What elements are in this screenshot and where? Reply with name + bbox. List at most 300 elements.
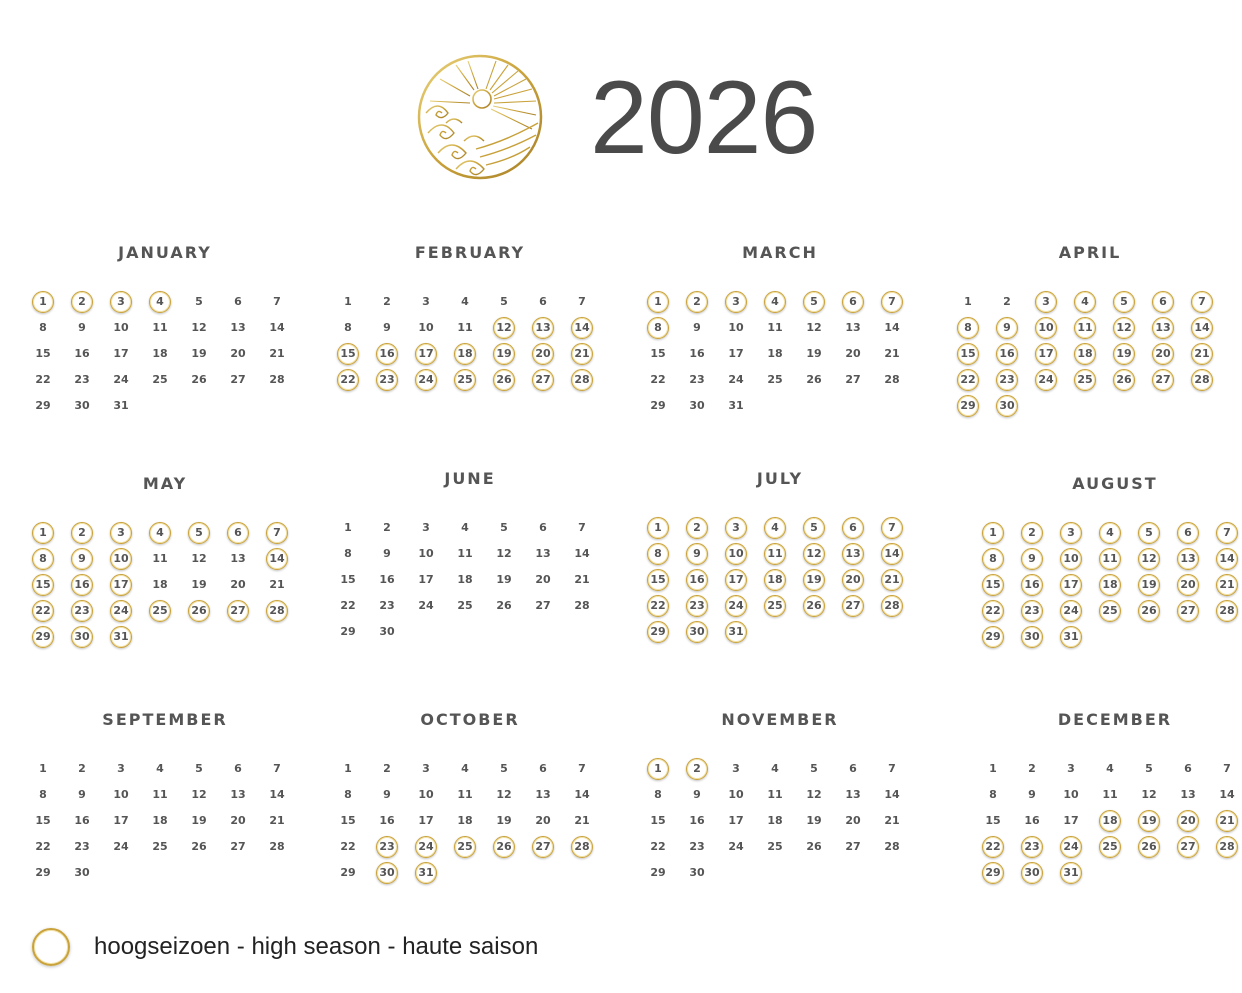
calendar-day: 27	[532, 836, 554, 858]
calendar-day: 16	[689, 347, 705, 360]
calendar-day: 2	[686, 758, 708, 780]
calendar-day: 24	[1035, 369, 1057, 391]
calendar-day: 2	[78, 762, 86, 775]
calendar-day: 8	[647, 317, 669, 339]
calendar-day: 13	[230, 552, 246, 565]
calendar-day: 21	[884, 814, 900, 827]
calendar-day: 22	[35, 373, 51, 386]
calendar-day: 14	[571, 317, 593, 339]
calendar-day: 10	[1060, 548, 1082, 570]
calendar-day: 17	[415, 343, 437, 365]
calendar-day: 24	[113, 373, 129, 386]
calendar-day: 1	[647, 291, 669, 313]
calendar-day: 16	[376, 343, 398, 365]
calendar-day: 1	[344, 521, 352, 534]
calendar-day: 14	[881, 543, 903, 565]
calendar-day: 16	[689, 814, 705, 827]
calendar-day: 7	[1191, 291, 1213, 313]
calendar-day: 26	[191, 840, 207, 853]
calendar-day: 29	[650, 399, 666, 412]
calendar-day: 27	[230, 373, 246, 386]
calendar-day: 17	[725, 569, 747, 591]
calendar-day: 29	[340, 866, 356, 879]
calendar-day: 5	[810, 762, 818, 775]
calendar-day: 1	[647, 517, 669, 539]
calendar-day: 15	[982, 574, 1004, 596]
calendar-day: 16	[74, 347, 90, 360]
calendar-day: 20	[1152, 343, 1174, 365]
calendar-day: 19	[1113, 343, 1135, 365]
calendar-day: 2	[71, 291, 93, 313]
calendar-day: 2	[383, 521, 391, 534]
calendar-day: 16	[379, 814, 395, 827]
calendar-day: 13	[845, 321, 861, 334]
calendar-day: 9	[78, 788, 86, 801]
calendar-day: 30	[74, 866, 90, 879]
calendar-day: 22	[340, 599, 356, 612]
calendar-day: 21	[1216, 574, 1238, 596]
calendar-day: 11	[1102, 788, 1118, 801]
calendar-day: 28	[269, 840, 285, 853]
calendar-day: 21	[574, 573, 590, 586]
calendar-day: 3	[422, 521, 430, 534]
calendar-day: 12	[191, 321, 207, 334]
calendar-day: 8	[957, 317, 979, 339]
calendar-day: 1	[344, 762, 352, 775]
calendar-day: 28	[269, 373, 285, 386]
calendar-day: 7	[578, 762, 586, 775]
calendar-day: 2	[383, 295, 391, 308]
calendar-day: 9	[693, 321, 701, 334]
calendar-day: 19	[493, 343, 515, 365]
calendar-day: 5	[195, 762, 203, 775]
calendar-day: 17	[1060, 574, 1082, 596]
calendar-day: 29	[957, 395, 979, 417]
calendar-day: 21	[571, 343, 593, 365]
calendar-day: 24	[110, 600, 132, 622]
calendar-day: 30	[74, 399, 90, 412]
calendar-day: 17	[728, 814, 744, 827]
calendar-day: 17	[1063, 814, 1079, 827]
calendar-day: 8	[344, 321, 352, 334]
calendar-day: 7	[578, 295, 586, 308]
calendar-day: 6	[539, 521, 547, 534]
calendar-day: 17	[418, 814, 434, 827]
calendar-day: 25	[454, 369, 476, 391]
calendar-day: 13	[532, 317, 554, 339]
calendar-day: 5	[803, 291, 825, 313]
calendar-day: 4	[1106, 762, 1114, 775]
calendar-day: 25	[767, 840, 783, 853]
calendar-day: 13	[230, 321, 246, 334]
calendar-day: 21	[881, 569, 903, 591]
calendar-day: 24	[728, 373, 744, 386]
calendar-day: 14	[269, 788, 285, 801]
calendar-day: 19	[191, 578, 207, 591]
calendar-day: 4	[461, 521, 469, 534]
calendar-day: 1	[964, 295, 972, 308]
calendar-day: 31	[1060, 862, 1082, 884]
calendar-day: 11	[457, 788, 473, 801]
calendar-day: 30	[689, 866, 705, 879]
calendar-day: 12	[806, 321, 822, 334]
calendar-day: 26	[191, 373, 207, 386]
calendar-day: 9	[996, 317, 1018, 339]
calendar-day: 5	[500, 521, 508, 534]
calendar-day: 23	[996, 369, 1018, 391]
calendar-day: 26	[496, 599, 512, 612]
calendar-day: 15	[985, 814, 1001, 827]
calendar-day: 22	[32, 600, 54, 622]
calendar-day: 25	[152, 840, 168, 853]
calendar-day: 26	[806, 840, 822, 853]
calendar-day: 24	[728, 840, 744, 853]
calendar-day: 15	[35, 814, 51, 827]
calendar-day: 5	[195, 295, 203, 308]
calendar-day: 8	[982, 548, 1004, 570]
calendar-day: 11	[152, 552, 168, 565]
calendar-day: 26	[1138, 600, 1160, 622]
calendar-day: 14	[574, 788, 590, 801]
calendar-day: 14	[884, 788, 900, 801]
calendar-day: 23	[689, 373, 705, 386]
calendar-day: 29	[647, 621, 669, 643]
calendar-day: 4	[461, 762, 469, 775]
calendar-day: 14	[266, 548, 288, 570]
calendar-day: 12	[496, 788, 512, 801]
calendar-day: 27	[227, 600, 249, 622]
calendar-day: 29	[32, 626, 54, 648]
calendar-day: 28	[574, 599, 590, 612]
calendar-day: 27	[535, 599, 551, 612]
calendar-day: 22	[650, 840, 666, 853]
calendar-day: 5	[803, 517, 825, 539]
calendar-day: 10	[1063, 788, 1079, 801]
calendar-day: 24	[415, 369, 437, 391]
calendar-day: 11	[1099, 548, 1121, 570]
calendar-day: 22	[650, 373, 666, 386]
calendar-day: 6	[227, 522, 249, 544]
calendar-day: 15	[650, 814, 666, 827]
calendar-day: 17	[728, 347, 744, 360]
calendar-day: 2	[686, 291, 708, 313]
calendar-day: 26	[806, 373, 822, 386]
calendar-day: 15	[340, 814, 356, 827]
calendar-day: 25	[454, 836, 476, 858]
calendar-day: 11	[152, 321, 168, 334]
calendar-day: 29	[982, 626, 1004, 648]
calendar-day: 17	[1035, 343, 1057, 365]
calendar-day: 8	[344, 547, 352, 560]
calendar-day: 5	[500, 762, 508, 775]
calendar-day: 14	[269, 321, 285, 334]
calendar-day: 29	[35, 866, 51, 879]
calendar-day: 24	[113, 840, 129, 853]
calendar-day: 26	[803, 595, 825, 617]
calendar-day: 23	[376, 369, 398, 391]
calendar-day: 18	[767, 814, 783, 827]
calendar-day: 25	[1074, 369, 1096, 391]
calendar-day: 14	[884, 321, 900, 334]
calendar-day: 6	[539, 762, 547, 775]
calendar-day: 15	[337, 343, 359, 365]
calendar-day: 18	[152, 578, 168, 591]
calendar-day: 22	[982, 600, 1004, 622]
calendar-day: 18	[454, 343, 476, 365]
calendar-day: 23	[686, 595, 708, 617]
calendar-day: 15	[957, 343, 979, 365]
calendar-day: 4	[149, 522, 171, 544]
calendar-day: 19	[191, 814, 207, 827]
calendar-day: 21	[1216, 810, 1238, 832]
calendar-day: 16	[71, 574, 93, 596]
calendar-day: 19	[496, 814, 512, 827]
calendar-day: 3	[110, 522, 132, 544]
calendar-day: 9	[71, 548, 93, 570]
calendar-day: 7	[881, 291, 903, 313]
calendar-day: 23	[689, 840, 705, 853]
calendar-day: 11	[457, 321, 473, 334]
calendar-day: 6	[234, 762, 242, 775]
month-name: JANUARY	[118, 243, 212, 262]
calendar-day: 6	[1152, 291, 1174, 313]
calendar-day: 27	[845, 373, 861, 386]
calendar-day: 7	[273, 762, 281, 775]
calendar-day: 8	[39, 788, 47, 801]
calendar-day: 10	[113, 788, 129, 801]
calendar-day: 6	[842, 517, 864, 539]
calendar-day: 2	[686, 517, 708, 539]
calendar-day: 10	[728, 788, 744, 801]
calendar-day: 23	[1021, 600, 1043, 622]
calendar-day: 14	[1219, 788, 1235, 801]
calendar-day: 16	[686, 569, 708, 591]
calendar-day: 26	[493, 369, 515, 391]
calendar-day: 21	[269, 814, 285, 827]
calendar-day: 12	[1141, 788, 1157, 801]
calendar-day: 21	[1191, 343, 1213, 365]
calendar-day: 18	[152, 814, 168, 827]
calendar-day: 22	[982, 836, 1004, 858]
month-name: SEPTEMBER	[102, 710, 228, 729]
calendar-day: 27	[1177, 836, 1199, 858]
calendar-day: 29	[650, 866, 666, 879]
calendar-day: 23	[74, 840, 90, 853]
calendar-day: 19	[496, 573, 512, 586]
calendar-day: 28	[1191, 369, 1213, 391]
calendar-day: 1	[982, 522, 1004, 544]
calendar-day: 6	[849, 762, 857, 775]
calendar-day: 2	[1003, 295, 1011, 308]
calendar-day: 3	[422, 762, 430, 775]
month-name: DECEMBER	[1057, 710, 1173, 729]
calendar-day: 28	[1216, 836, 1238, 858]
calendar-day: 15	[647, 569, 669, 591]
calendar-day: 30	[376, 862, 398, 884]
calendar-day: 13	[535, 788, 551, 801]
calendar-day: 26	[1138, 836, 1160, 858]
calendar-day: 30	[379, 625, 395, 638]
calendar-day: 22	[957, 369, 979, 391]
calendar-day: 20	[230, 347, 246, 360]
calendar-day: 25	[767, 373, 783, 386]
calendar-day: 21	[574, 814, 590, 827]
calendar-day: 4	[1099, 522, 1121, 544]
calendar-day: 25	[149, 600, 171, 622]
calendar-day: 27	[842, 595, 864, 617]
calendar-day: 16	[996, 343, 1018, 365]
calendar-day: 20	[230, 578, 246, 591]
calendar-day: 19	[806, 814, 822, 827]
calendar-day: 8	[39, 321, 47, 334]
calendar-day: 28	[571, 836, 593, 858]
calendar-day: 30	[996, 395, 1018, 417]
calendar-day: 23	[71, 600, 93, 622]
month-name: JULY	[756, 469, 804, 488]
calendar-day: 4	[764, 517, 786, 539]
calendar-day: 21	[884, 347, 900, 360]
calendar-day: 9	[383, 788, 391, 801]
calendar-day: 28	[571, 369, 593, 391]
calendar-day: 12	[1138, 548, 1160, 570]
calendar-day: 12	[496, 547, 512, 560]
calendar-day: 28	[884, 840, 900, 853]
calendar-day: 12	[803, 543, 825, 565]
calendar-day: 9	[383, 547, 391, 560]
sun-waves-logo-icon	[416, 53, 544, 181]
calendar-day: 3	[725, 291, 747, 313]
calendar-day: 6	[1184, 762, 1192, 775]
calendar-day: 11	[767, 788, 783, 801]
calendar-day: 4	[1074, 291, 1096, 313]
month-name: OCTOBER	[420, 710, 520, 729]
calendar-day: 12	[191, 788, 207, 801]
calendar-day: 13	[1177, 548, 1199, 570]
calendar-day: 30	[1021, 626, 1043, 648]
calendar-day: 1	[989, 762, 997, 775]
calendar-day: 19	[1138, 810, 1160, 832]
calendar-day: 3	[422, 295, 430, 308]
calendar-day: 17	[113, 814, 129, 827]
calendar-day: 6	[842, 291, 864, 313]
calendar-day: 9	[1028, 788, 1036, 801]
calendar-day: 30	[1021, 862, 1043, 884]
calendar-day: 20	[845, 814, 861, 827]
calendar-day: 13	[1180, 788, 1196, 801]
calendar-day: 24	[1060, 600, 1082, 622]
calendar-day: 16	[74, 814, 90, 827]
calendar-day: 22	[340, 840, 356, 853]
calendar-day: 1	[39, 762, 47, 775]
calendar-day: 25	[152, 373, 168, 386]
calendar-day: 16	[379, 573, 395, 586]
calendar-day: 5	[500, 295, 508, 308]
calendar-day: 23	[74, 373, 90, 386]
calendar-day: 9	[78, 321, 86, 334]
calendar-day: 18	[1099, 574, 1121, 596]
calendar-day: 6	[1177, 522, 1199, 544]
calendar-day: 20	[535, 814, 551, 827]
calendar-day: 15	[650, 347, 666, 360]
calendar-day: 31	[728, 399, 744, 412]
calendar-day: 31	[725, 621, 747, 643]
calendar-day: 19	[191, 347, 207, 360]
calendar-day: 7	[273, 295, 281, 308]
calendar-day: 17	[110, 574, 132, 596]
calendar-day: 1	[32, 291, 54, 313]
calendar-day: 20	[230, 814, 246, 827]
calendar-day: 5	[188, 522, 210, 544]
calendar-day: 4	[156, 762, 164, 775]
calendar-day: 18	[764, 569, 786, 591]
month-name: AUGUST	[1072, 474, 1158, 493]
calendar-day: 27	[1177, 600, 1199, 622]
calendar-day: 11	[457, 547, 473, 560]
calendar-day: 25	[1099, 836, 1121, 858]
calendar-day: 10	[418, 547, 434, 560]
calendar-day: 3	[110, 291, 132, 313]
calendar-day: 17	[418, 573, 434, 586]
calendar-day: 14	[1216, 548, 1238, 570]
calendar-day: 7	[1216, 522, 1238, 544]
calendar-day: 14	[574, 547, 590, 560]
calendar-day: 18	[152, 347, 168, 360]
calendar-day: 21	[269, 578, 285, 591]
calendar-day: 15	[340, 573, 356, 586]
calendar-day: 28	[881, 595, 903, 617]
calendar-day: 26	[493, 836, 515, 858]
calendar-day: 3	[1060, 522, 1082, 544]
calendar-day: 20	[532, 343, 554, 365]
calendar-day: 19	[803, 569, 825, 591]
calendar-day: 13	[1152, 317, 1174, 339]
calendar-day: 8	[32, 548, 54, 570]
calendar-day: 28	[1216, 600, 1238, 622]
calendar-day: 28	[266, 600, 288, 622]
calendar-day: 10	[1035, 317, 1057, 339]
calendar-day: 25	[764, 595, 786, 617]
calendar-day: 25	[457, 599, 473, 612]
calendar-day: 25	[1099, 600, 1121, 622]
calendar-day: 8	[989, 788, 997, 801]
calendar-day: 19	[1138, 574, 1160, 596]
calendar-day: 12	[1113, 317, 1135, 339]
calendar-day: 29	[35, 399, 51, 412]
calendar-day: 2	[71, 522, 93, 544]
calendar-day: 20	[842, 569, 864, 591]
calendar-day: 4	[149, 291, 171, 313]
month-name: NOVEMBER	[721, 710, 839, 729]
calendar-day: 2	[383, 762, 391, 775]
calendar-day: 4	[764, 291, 786, 313]
calendar-day: 18	[1099, 810, 1121, 832]
calendar-day: 16	[1024, 814, 1040, 827]
month-name: JUNE	[444, 469, 496, 488]
calendar-day: 24	[725, 595, 747, 617]
calendar-day: 29	[340, 625, 356, 638]
calendar-day: 7	[881, 517, 903, 539]
calendar-day: 4	[771, 762, 779, 775]
calendar-day: 9	[1021, 548, 1043, 570]
calendar-day: 26	[188, 600, 210, 622]
calendar-day: 30	[71, 626, 93, 648]
calendar-day: 18	[767, 347, 783, 360]
calendar-day: 18	[457, 573, 473, 586]
calendar-day: 20	[1177, 574, 1199, 596]
calendar-day: 11	[767, 321, 783, 334]
calendar-day: 10	[110, 548, 132, 570]
calendar-day: 30	[686, 621, 708, 643]
